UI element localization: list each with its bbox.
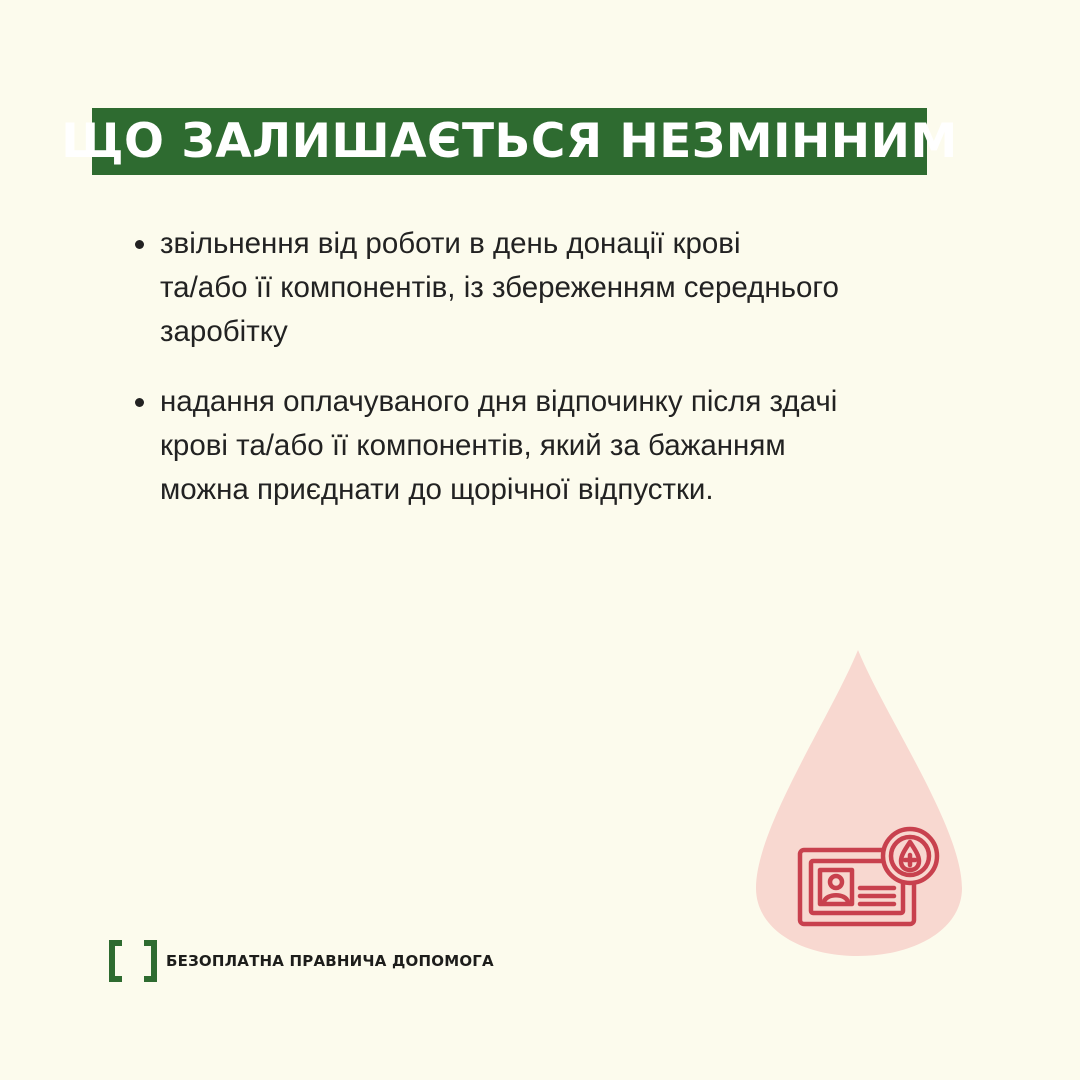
title-banner — [61, 108, 958, 175]
bracket-logo-icon — [108, 940, 158, 982]
bullet-line: можна приєднати до щорічної відпустки. — [160, 473, 714, 506]
blood-drop-illustration — [750, 648, 970, 958]
list-item — [132, 222, 992, 354]
logo-text: БЕЗОПЛАТНА ПРАВНИЧА ДОПОМОГА — [166, 952, 494, 970]
bullet-line: крові та/або її компонентів, який за бажанням — [160, 429, 786, 462]
bullet-list — [132, 222, 992, 538]
bullet-dot-icon — [135, 398, 144, 407]
list-item — [132, 380, 992, 512]
bullet-dot-icon — [135, 240, 144, 249]
bullet-line: звільнення від роботи в день донації крові — [160, 227, 741, 260]
bullet-line: надання оплачуваного дня відпочинку після здачі — [160, 385, 838, 418]
blood-drop-icon — [756, 650, 962, 956]
organization-logo — [108, 940, 494, 982]
bullet-line: заробітку — [160, 315, 288, 348]
bullet-line: та/або її компонентів, із збереженням середнього — [160, 271, 839, 304]
page-title: ЩО ЗАЛИШАЄТЬСЯ НЕЗМІННИМ — [61, 114, 958, 169]
